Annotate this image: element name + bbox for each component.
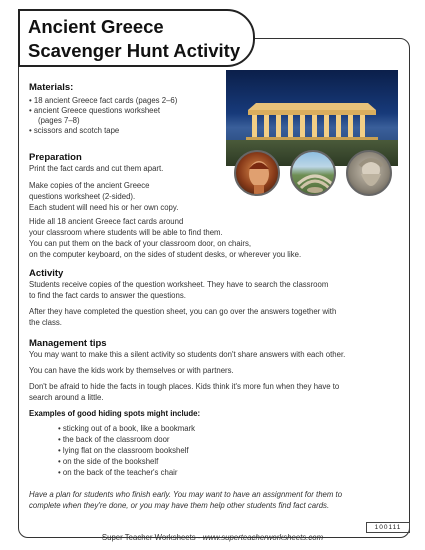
example-item: • the back of the classroom door (58, 435, 170, 444)
example-item: • sticking out of a book, like a bookmark (58, 424, 196, 433)
preparation-text: You can put them on the back of your classroom door, on chairs, (29, 239, 252, 248)
preparation-text: Hide all 18 ancient Greece fact cards around (29, 217, 184, 226)
materials-item: • ancient Greece questions worksheet (29, 106, 161, 115)
activity-text: the class. (29, 318, 62, 327)
tips-text: You can have the kids work by themselves or with partners. (29, 366, 234, 375)
materials-heading: Materials: (29, 82, 74, 93)
preparation-text: your classroom where students will be able to find them. (29, 228, 223, 237)
tips-text: Don't be afraid to hide the facts in tough places. Kids think it's more fun when they have to (29, 382, 340, 391)
worksheet-code: 100111 (366, 522, 410, 533)
ancient-theater-photo (290, 150, 336, 196)
closing-text: Have a plan for students who finish early. You may want to have an assignment for them to (29, 490, 343, 499)
activity-text: to find the fact cards to answer the questions. (29, 291, 186, 300)
preparation-heading: Preparation (29, 152, 82, 163)
activity-text: Students receive copies of the question worksheet. They have to search the classroom (29, 280, 329, 289)
greek-statue-portrait (234, 150, 280, 196)
preparation-text: on the computer keyboard, on the sides of student desks, or wherever you like. (29, 250, 302, 259)
greek-philosopher-portrait (346, 150, 392, 196)
tips-text: You may want to make this a silent activity so students don't share answers with each other. (29, 350, 346, 359)
closing-text: complete when they're done, or you may have them help other students find fact cards. (29, 501, 330, 510)
tips-heading: Management tips (29, 338, 107, 349)
preparation-text: Make copies of the ancient Greece (29, 181, 150, 190)
activity-heading: Activity (29, 268, 64, 279)
title-box (18, 9, 255, 67)
preparation-text: questions worksheet (2-sided). (29, 192, 136, 201)
footer-link[interactable]: www.superteacherworksheets.com (202, 533, 324, 542)
materials-item: (pages 7–8) (38, 116, 80, 125)
example-item: • lying flat on the classroom bookshelf (58, 446, 189, 455)
materials-item: • scissors and scotch tape (29, 126, 120, 135)
examples-heading: Examples of good hiding spots might include: (29, 409, 201, 418)
materials-item: • 18 ancient Greece fact cards (pages 2–6) (29, 96, 178, 105)
footer-brand: Super Teacher Worksheets - (101, 533, 203, 542)
example-item: • on the side of the bookshelf (58, 457, 159, 466)
preparation-text: Each student will need his or her own copy. (29, 203, 179, 212)
footer (0, 533, 425, 542)
title-line-2: Scavenger Hunt Activity (28, 40, 241, 61)
tips-text: search around a little. (29, 393, 104, 402)
parthenon-illustration (242, 100, 382, 142)
preparation-text: Print the fact cards and cut them apart. (29, 164, 164, 173)
title-line-1: Ancient Greece (28, 16, 164, 37)
activity-text: After they have completed the question sheet, you can go over the answers together with (29, 307, 337, 316)
example-item: • on the back of the teacher's chair (58, 468, 178, 477)
